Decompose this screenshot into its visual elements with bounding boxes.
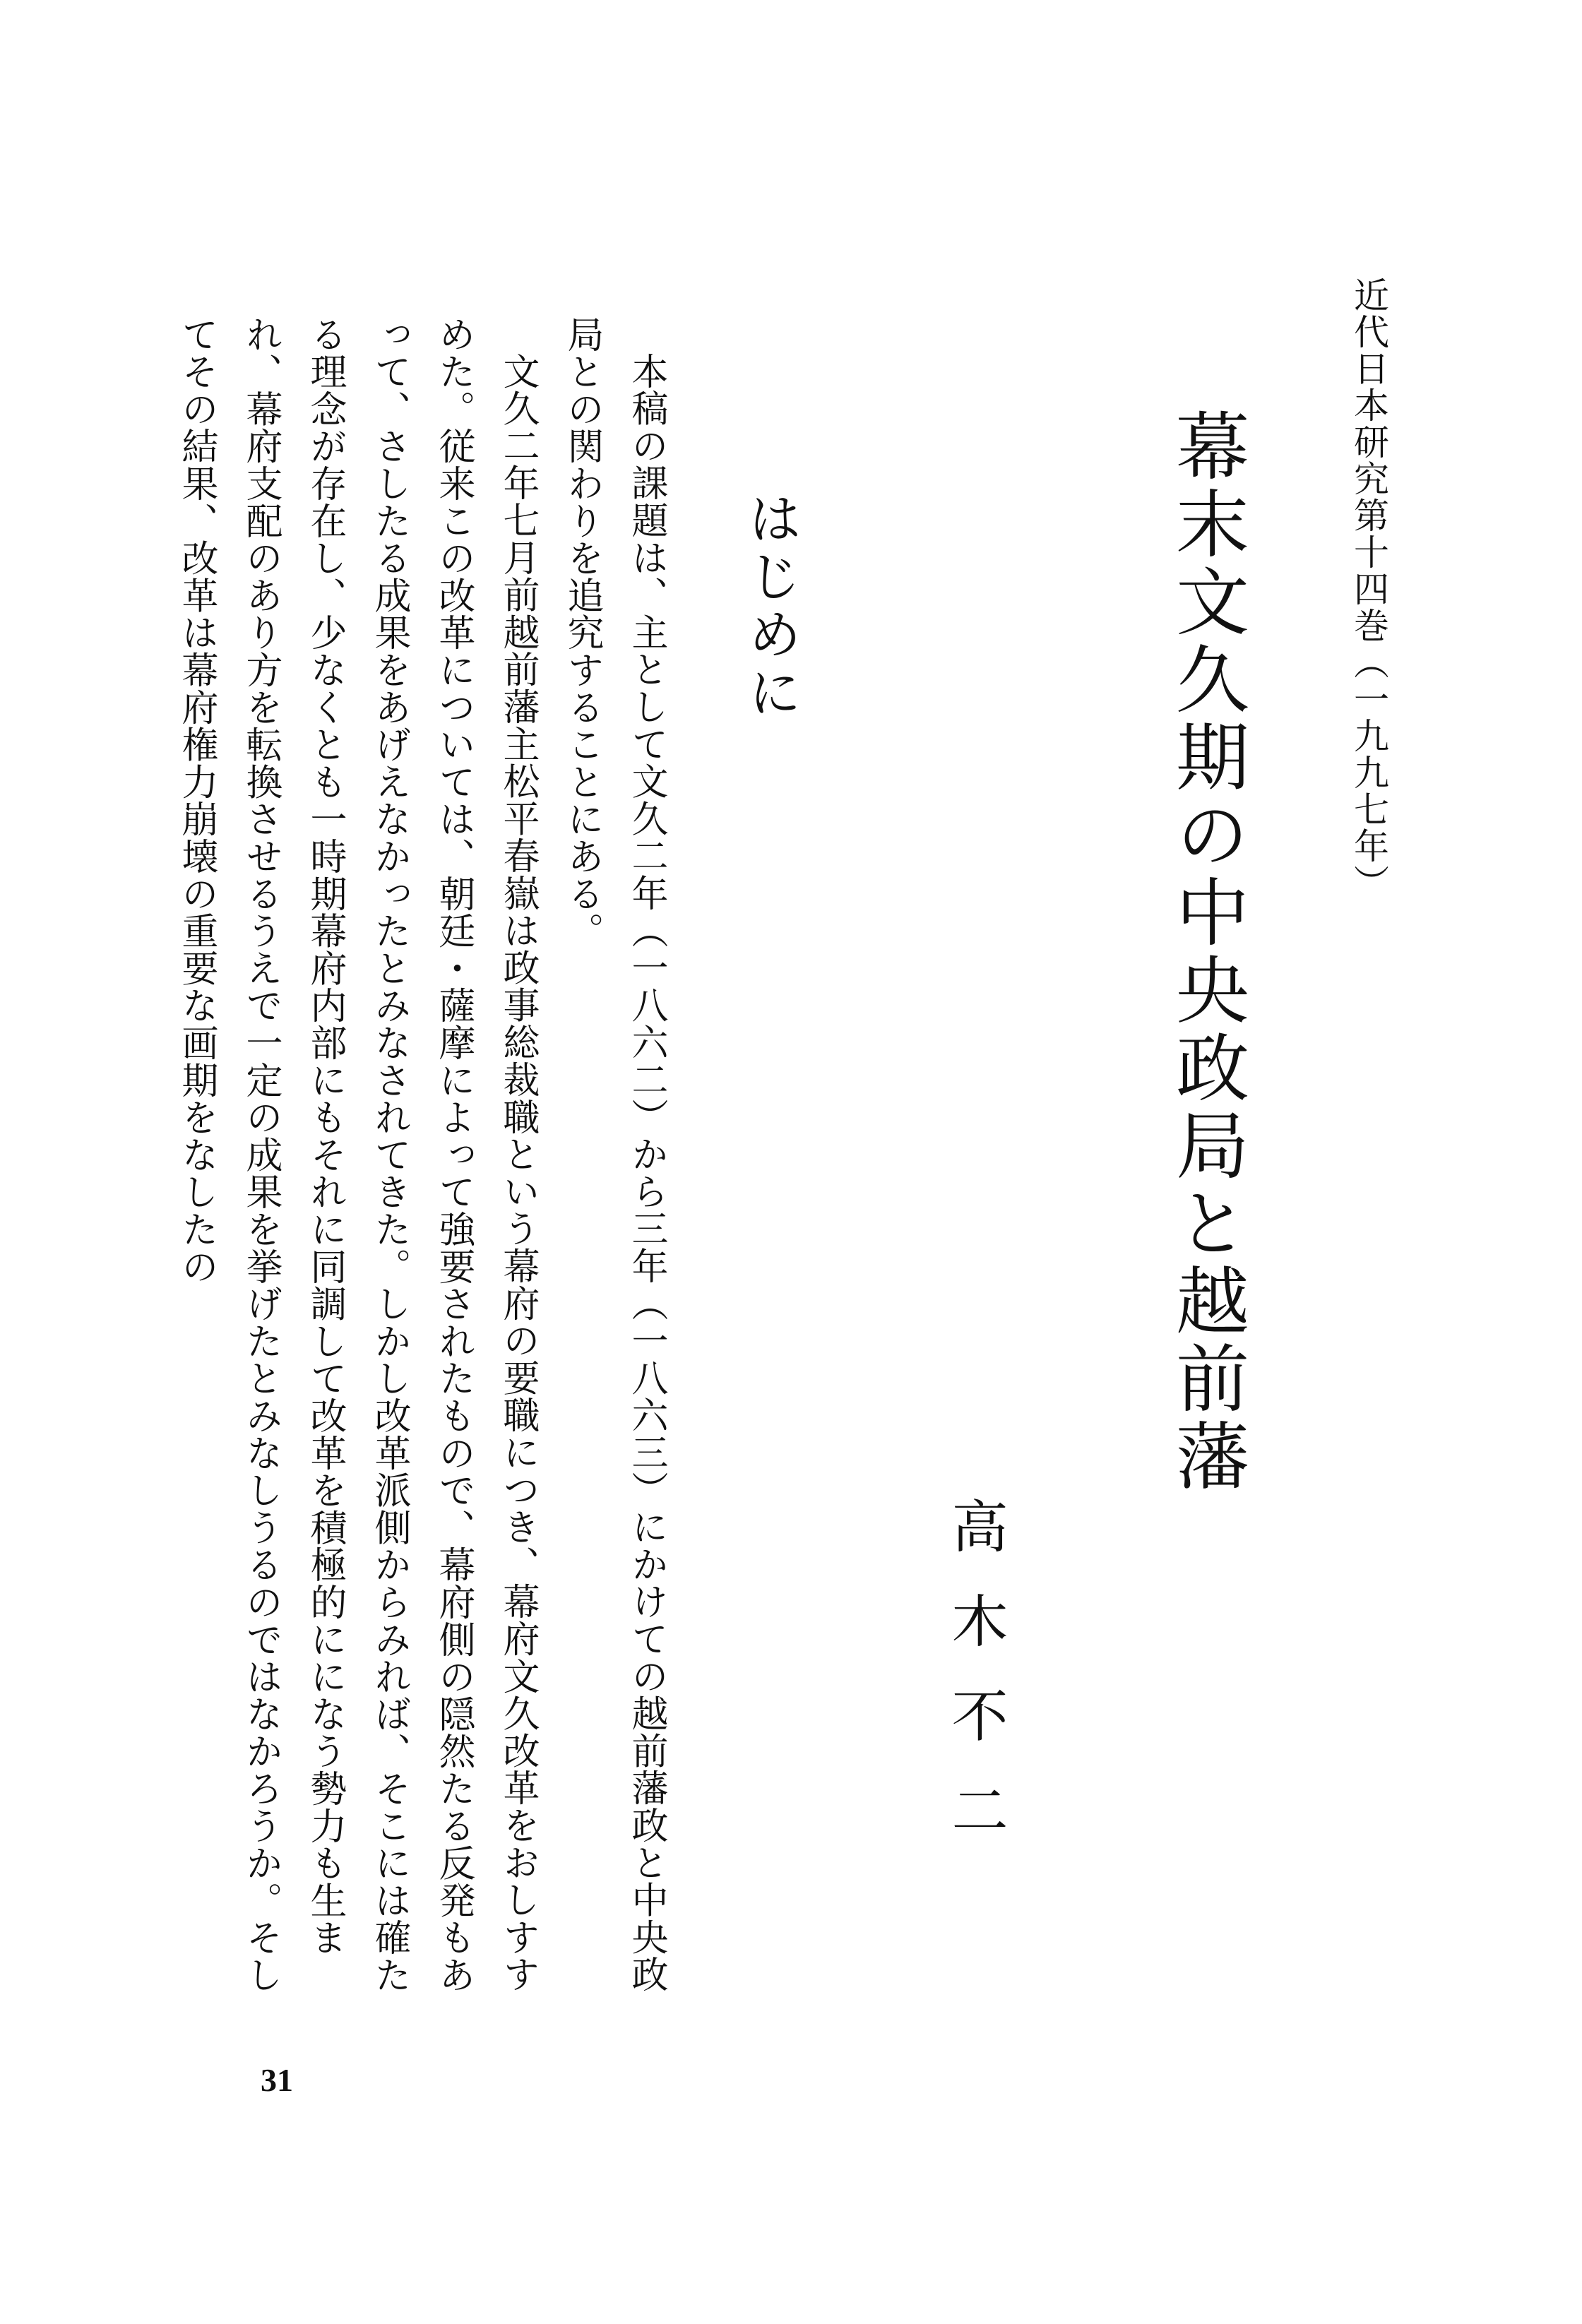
section-heading: はじめに <box>739 491 802 722</box>
journal-info: 近代日本研究第十四巻（一九九七年） <box>1348 277 1389 901</box>
body-text <box>175 316 678 2003</box>
paragraph: 本稿の課題は、主として文久二年（一八六二）から三年（一八六三）にかけての越前藩政と中央政局との関わりを追究することにある。 <box>561 316 667 1994</box>
paragraph: 文久二年七月前越前藩主松平春嶽は政事総裁職という幕府の要職につき、幕府文久改革をおしすすめた。従来この改革については、朝廷・薩摩によって強要されたもので、幕府側の隠然たる反発もあって、さしたる成果をあげえなかったとみなされてきた。しかし改革派側からみれば、そこには確たる理念が存在し、少なくとも一時期幕府内部にもそれに同調して改革を積極的にになう勢力も生まれ、幕府支配のあり方を転換させるうえで一定の成果を挙げたとみなしうるのではなかろうか。そしてその結果、改革は幕府権力崩壊の重要な画期をなしたの <box>175 316 539 1994</box>
article-title: 幕末文久期の中央政局と越前藩 <box>1163 408 1249 1496</box>
author-name: 高木不二 <box>942 1497 1008 1876</box>
page-number: 31 <box>261 2062 293 2098</box>
